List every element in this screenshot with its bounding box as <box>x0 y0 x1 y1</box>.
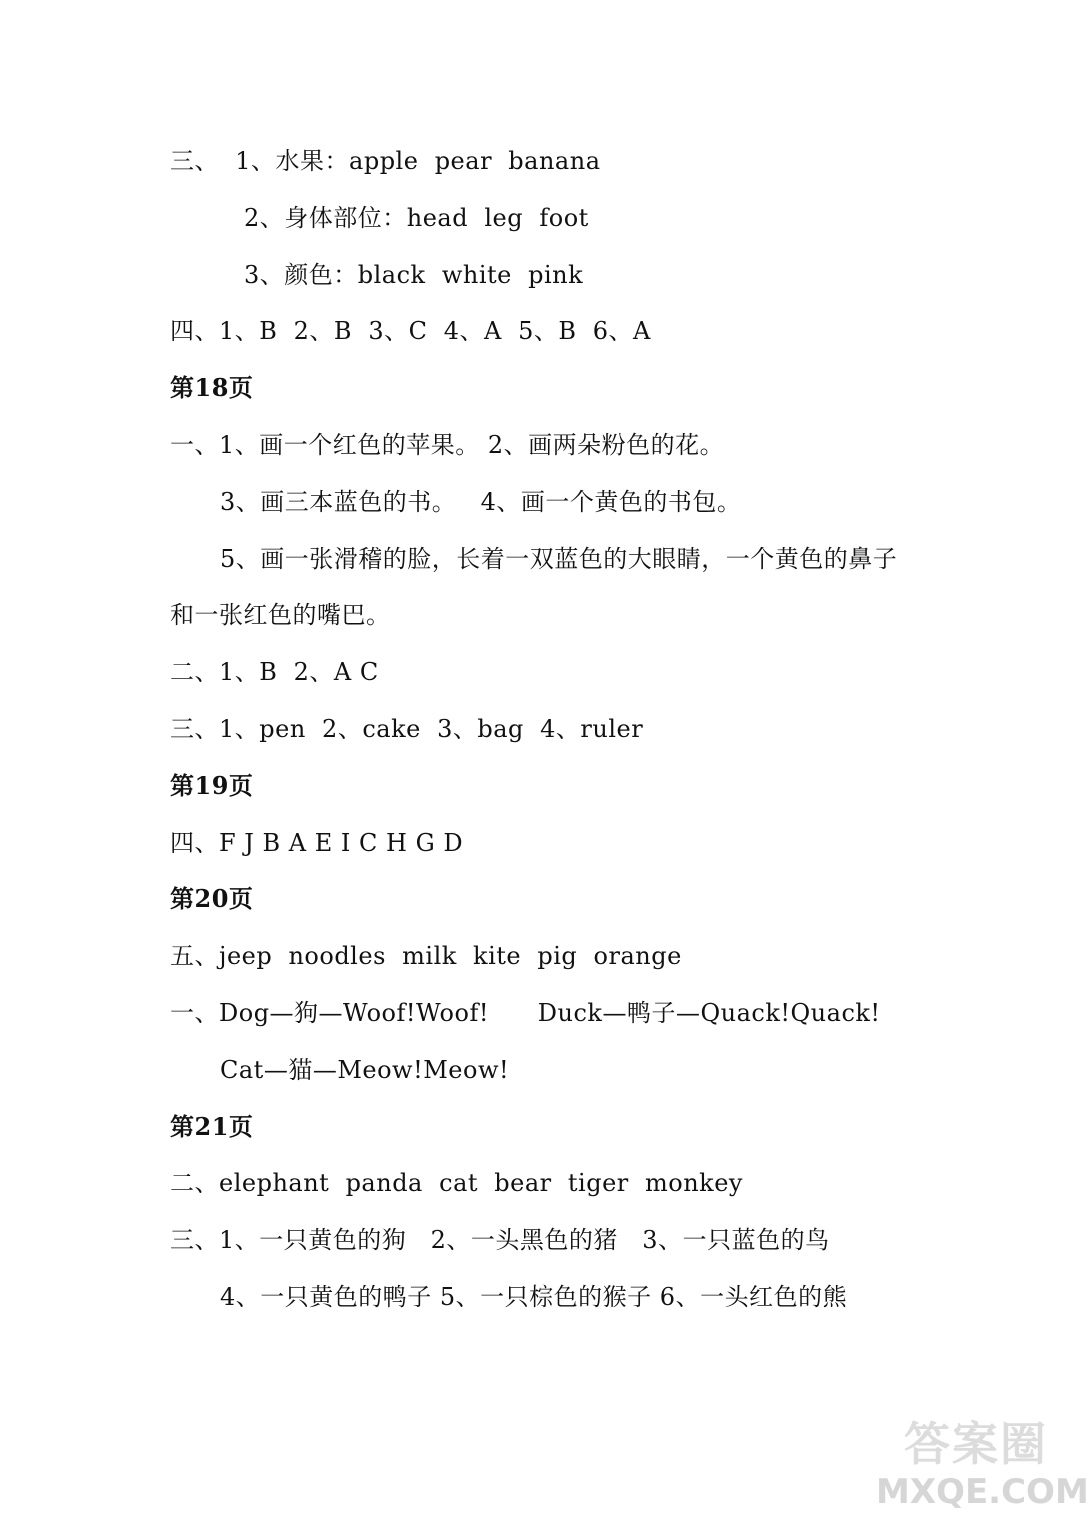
page-21-heading: 第21页 <box>170 1112 254 1141</box>
watermark-en-text: MXQE.COM <box>876 1472 1089 1512</box>
p18-section-1-line-4: 和一张红色的嘴巴。 <box>170 601 391 629</box>
watermark-cn-text: 答案圈 <box>904 1417 1048 1471</box>
page-19-heading: 第19页 <box>170 771 254 800</box>
p21-section-3-line-1: 三、1、一只黄色的狗 2、一头黑色的猪 3、一只蓝色的鸟 <box>170 1226 830 1254</box>
section-3-color-line: 3、颜色：black white pink <box>244 261 584 289</box>
p18-section-3-answers: 三、1、pen 2、cake 3、bag 4、ruler <box>170 715 644 743</box>
section-3-fruit-line: 三、 1、水果：apple pear banana <box>170 147 601 175</box>
page-18-heading: 第18页 <box>170 373 254 402</box>
p18-section-2-answers: 二、1、B 2、A C <box>170 658 379 686</box>
p21-section-3-line-2: 4、一只黄色的鸭子 5、一只棕色的猴子 6、一头红色的熊 <box>220 1283 848 1311</box>
p18-section-1-line-3: 5、画一张滑稽的脸，长着一双蓝色的大眼睛，一个黄色的鼻子 <box>220 545 898 573</box>
section-4-answers: 四、1、B 2、B 3、C 4、A 5、B 6、A <box>170 317 651 345</box>
p20-section-1-line-1: 一、Dog—狗—Woof!Woof! Duck—鸭子—Quack!Quack! <box>170 999 881 1027</box>
p20-section-5-answers: 五、jeep noodles milk kite pig orange <box>170 942 682 970</box>
page-20-heading: 第20页 <box>170 884 254 913</box>
p18-section-1-line-2: 3、画三本蓝色的书。 4、画一个黄色的书包。 <box>220 488 742 516</box>
p18-section-1-line-1: 一、1、画一个红色的苹果。 2、画两朵粉色的花。 <box>170 431 725 459</box>
p21-section-2-answers: 二、elephant panda cat bear tiger monkey <box>170 1169 743 1197</box>
p19-section-4-answers: 四、F J B A E I C H G D <box>170 829 464 857</box>
p20-section-1-line-2: Cat—猫—Meow!Meow! <box>220 1056 510 1084</box>
section-3-body-line: 2、身体部位：head leg foot <box>244 204 589 232</box>
site-watermark <box>876 1416 1089 1526</box>
